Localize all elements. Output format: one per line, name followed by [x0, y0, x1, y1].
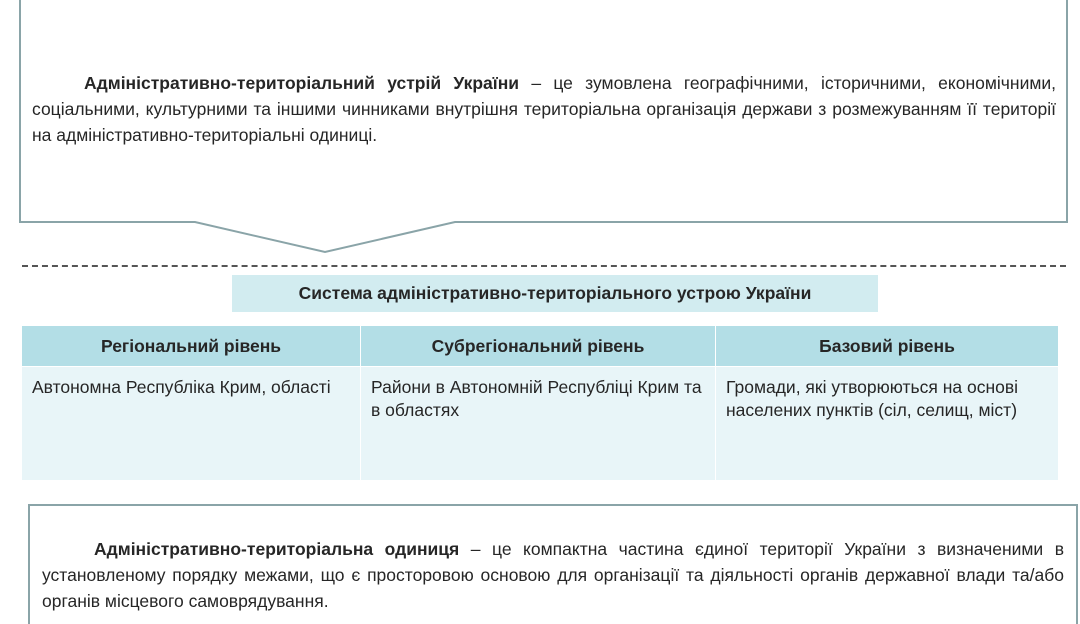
level-header-subregional: Субрегіональний рівень	[361, 326, 715, 366]
dashed-divider	[22, 265, 1066, 267]
definition-body-top: – це зумовлена географічними, історичними, економічними, соціальними, культурними та іншими чинниками внутрішня територіальна організація держави з розмежуванням її території на адміністративно-територіальні одиниці.	[32, 73, 1057, 145]
definition-term-bottom: Адміністративно-територіальна одиниця	[94, 539, 460, 559]
level-header-regional: Регіональний рівень	[22, 326, 360, 366]
level-content-regional: Автономна Республіка Крим, області	[22, 367, 360, 480]
system-title: Система адміністративно-територіального устрою України	[232, 275, 878, 312]
level-content-subregional: Райони в Автономній Республіці Крим та в областях	[361, 367, 715, 480]
levels-table	[22, 326, 1058, 480]
definition-text-bottom	[42, 536, 1064, 614]
definition-term-top: Адміністративно-територіальний устрій України	[84, 73, 520, 93]
definition-body-bottom: – це компактна частина єдиної території України з визначеними в установленому порядку межами, що є просторовою основою для організації та діяльності органів державної влади та/або органів місцевого самоврядування.	[42, 539, 1064, 611]
level-content-basic: Громади, які утворюються на основі населених пунктів (сіл, селищ, міст)	[716, 367, 1058, 480]
level-header-basic: Базовий рівень	[716, 326, 1058, 366]
definition-text-top	[32, 70, 1056, 148]
